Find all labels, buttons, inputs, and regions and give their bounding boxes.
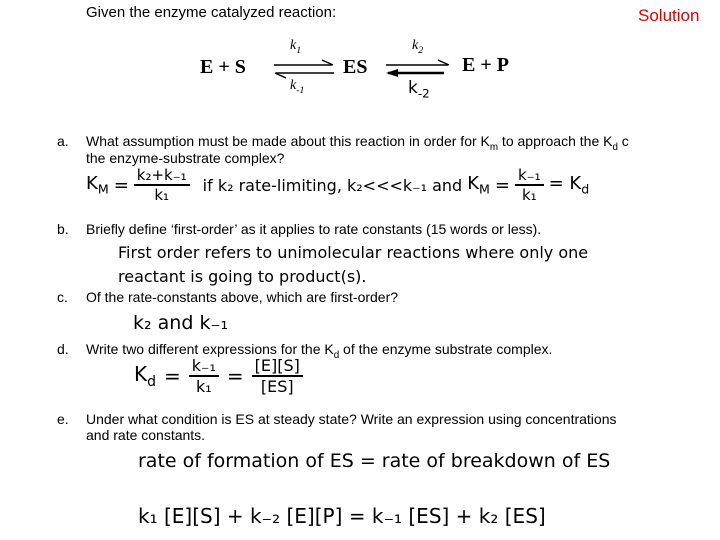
rate-limiting-condition: if k₂ rate-limiting, k₂<<<k₋₁ and [202, 175, 463, 195]
rate-k-minus1: $k_{-1}$ [290, 78, 305, 96]
answer-e-line1: rate of formation of ES = rate of breakdown of ES [138, 450, 611, 472]
reaction-right: E + P [462, 54, 509, 76]
question-text-line2: and rate constants. [86, 427, 206, 443]
question-letter: e. [57, 411, 69, 427]
equilibrium-arrows-2 [384, 58, 452, 80]
kd-term: = $K_d$ [548, 173, 590, 197]
km-fraction: $\frac{\text{k₂+k₋₁}}{\text{k₁}}$ [134, 166, 190, 204]
question-letter: b. [57, 221, 69, 237]
question-letter: a. [57, 133, 69, 149]
question-text: Write two different expressions for the $K_d$ of the enzyme substrate complex. [86, 341, 553, 361]
kd-term: $K_d$ [134, 362, 157, 390]
question-text: Under what condition is ES at steady state? Write an expression using concentrations [86, 411, 617, 427]
answer-d: $K_d$ = $\frac{\text{k₋₁}}{\text{k₁}}$ = $\frac{[E][S]}{[ES]}$ [134, 356, 303, 396]
question-text-line2: the enzyme-substrate complex? [86, 150, 285, 166]
rate-k2: $k_2$ [412, 38, 424, 56]
rate-k-minus2-handwritten: $k_{-2}$ [408, 78, 430, 101]
kd-concentration-fraction: $\frac{[E][S]}{[ES]}$ [252, 356, 303, 396]
answer-b-line1: First order refers to unimolecular reactions where only one [118, 243, 589, 262]
question-text: Briefly define ‘first-order’ as it applies to rate constants (15 words or less). [86, 221, 542, 237]
rate-k1: $k_1$ [290, 38, 302, 56]
answer-e-line2: k₁ [E][S] + k₋₂ [E][P] = k₋₁ [ES] + k₂ [ES] [138, 504, 546, 528]
answer-b-line2: reactant is going to product(s). [118, 267, 367, 286]
solution-label: Solution [638, 6, 700, 25]
kd-rate-fraction: $\frac{\text{k₋₁}}{\text{k₁}}$ [189, 356, 219, 396]
answer-a: $K_M$ = $\frac{\text{k₂+k₋₁}}{\text{k₁}}$ if k₂ rate-limiting, k₂<<<k₋₁ and $K_M$ = $\frac{\text{k₋₁}}{\text{k₁}}$ = $K_d$ [86, 166, 590, 204]
kd-fraction: $\frac{\text{k₋₁}}{\text{k₁}}$ [515, 166, 544, 204]
km-term-2: $K_M$ [467, 173, 490, 197]
reaction-left: E + S [200, 56, 246, 78]
km-term: $K_M$ [86, 173, 109, 197]
question-text: What assumption must be made about this reaction in order for $K_m$ to approach the $K_d$ c [86, 133, 629, 153]
question-text: Of the rate-constants above, which are first-order? [86, 289, 399, 305]
page-title: Given the enzyme catalyzed reaction: [86, 4, 337, 21]
question-letter: c. [57, 289, 68, 305]
answer-c: k₂ and k₋₁ [133, 312, 229, 334]
equilibrium-arrows-1 [272, 58, 336, 80]
question-letter: d. [57, 341, 69, 357]
reaction-middle: ES [343, 56, 368, 78]
